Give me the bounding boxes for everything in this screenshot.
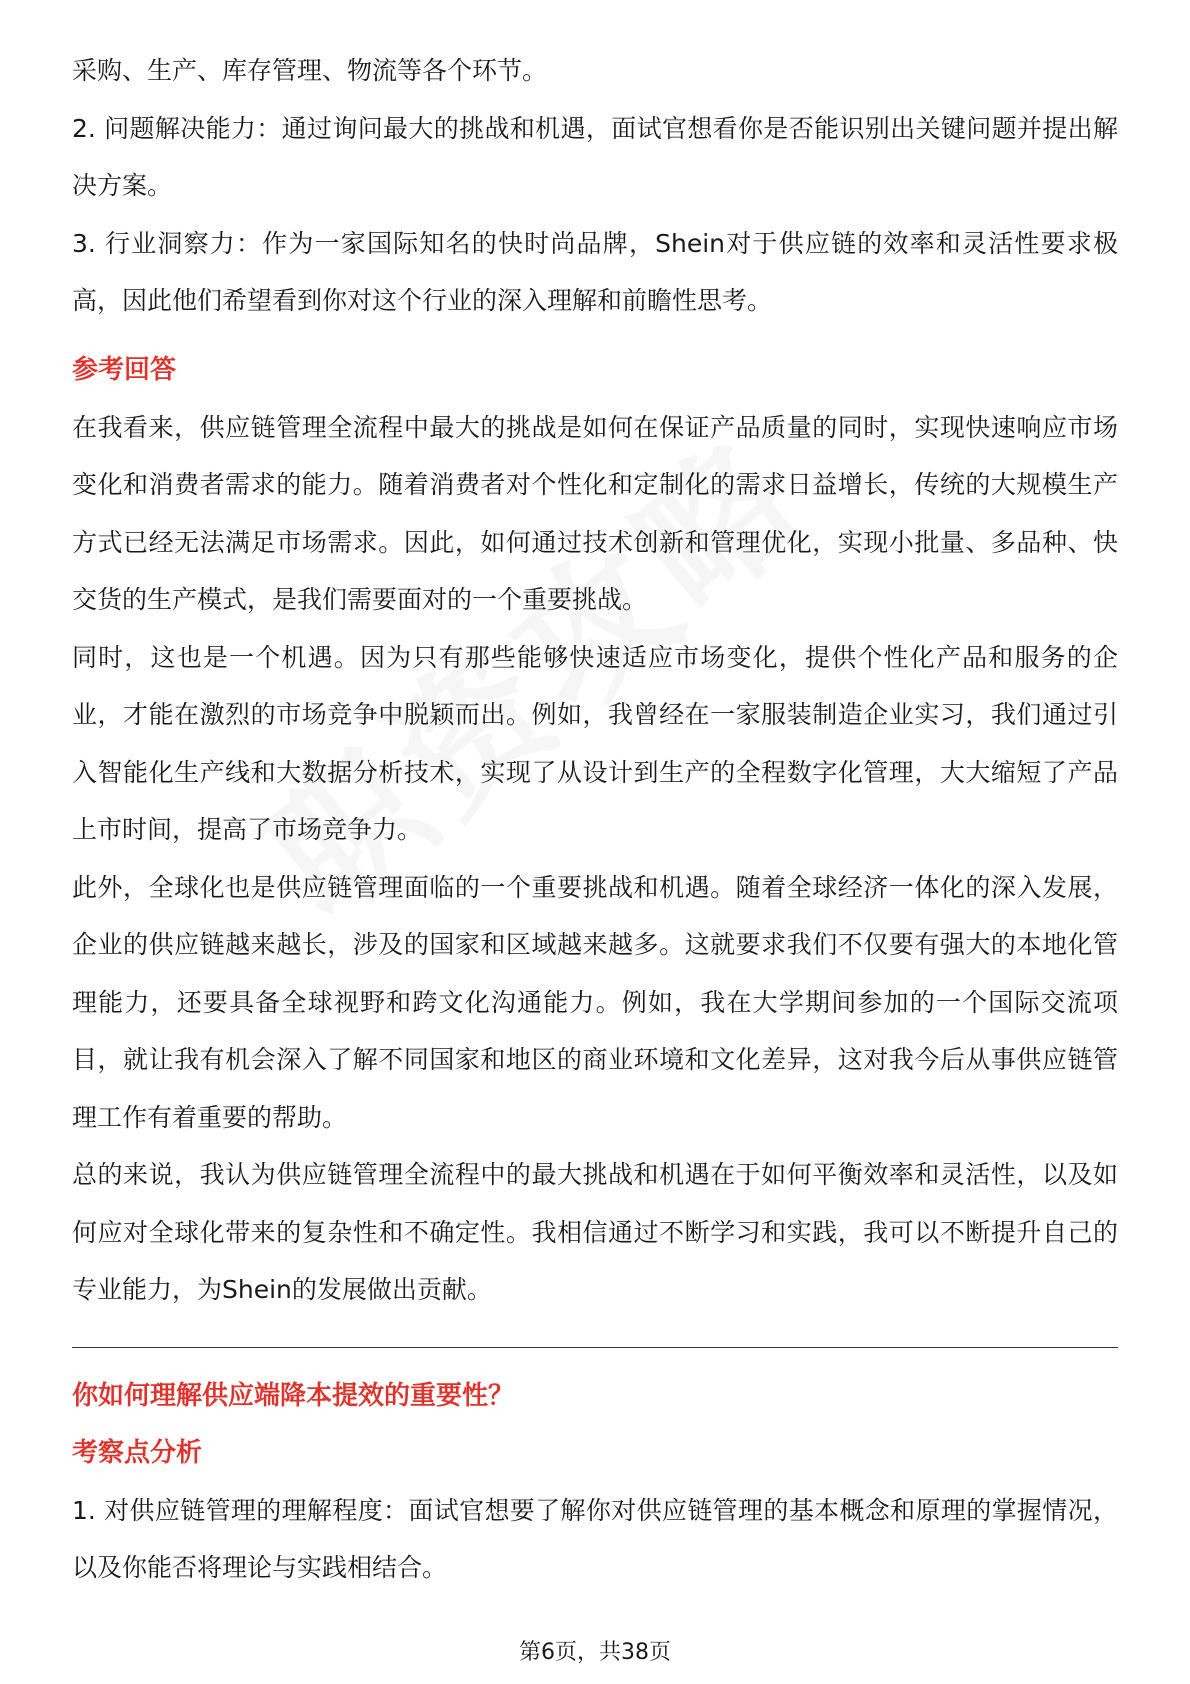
analysis-paragraph-1: 1. 对供应链管理的理解程度：面试官想要了解你对供应链管理的基本概念和原理的掌握情况，以及你能否将理论与实践相结合。	[72, 1495, 1118, 1582]
analysis-heading: 考察点分析	[72, 1437, 203, 1468]
paragraph-top-1: 采购、生产、库存管理、物流等各个环节。	[72, 56, 548, 85]
section-divider	[72, 1347, 1118, 1348]
answer-paragraph-2: 同时，这也是一个机遇。因为只有那些能够快速适应市场变化，提供个性化产品和服务的企业，才能在激烈的市场竞争中脱颖而出。例如，我曾经在一家服装制造企业实习，我们通过引入智能化生产线和大数据分析技术，实现了从设计到生产的全程数字化管理，大大缩短了产品上市时间，提高了市场竞争力。	[72, 642, 1118, 844]
page-content	[72, 42, 1118, 1597]
answer-paragraph-1: 在我看来，供应链管理全流程中最大的挑战是如何在保证产品质量的同时，实现快速响应市场变化和消费者需求的能力。随着消费者对个性化和定制化的需求日益增长，传统的大规模生产方式已经无法满足市场需求。因此，如何通过技术创新和管理优化，实现小批量、多品种、快交货的生产模式，是我们需要面对的一个重要挑战。	[72, 412, 1118, 614]
paragraph-top-3: 3. 行业洞察力：作为一家国际知名的快时尚品牌，Shein对于供应链的效率和灵活性要求极高，因此他们希望看到你对这个行业的深入理解和前瞻性思考。	[72, 228, 1118, 315]
answer-paragraph-4: 总的来说，我认为供应链管理全流程中的最大挑战和机遇在于如何平衡效率和灵活性，以及如何应对全球化带来的复杂性和不确定性。我相信通过不断学习和实践，我可以不断提升自己的专业能力，为Shein的发展做出贡献。	[72, 1160, 1118, 1304]
answer-heading: 参考回答	[72, 354, 177, 385]
page-number-footer: 第6页，共38页	[519, 1640, 671, 1665]
paragraph-top-2: 2. 问题解决能力：通过询问最大的挑战和机遇，面试官想看你是否能识别出关键问题并提出解决方案。	[72, 113, 1118, 200]
answer-paragraph-3: 此外，全球化也是供应链管理面临的一个重要挑战和机遇。随着全球经济一体化的深入发展，企业的供应链越来越长，涉及的国家和区域越来越多。这就要求我们不仅要有强大的本地化管理能力，还要具备全球视野和跨文化沟通能力。例如，我在大学期间参加的一个国际交流项目，就让我有机会深入了解不同国家和地区的商业环境和文化差异，这对我今后从事供应链管理工作有着重要的帮助。	[72, 872, 1118, 1132]
question-title: 你如何理解供应端降本提效的重要性？	[72, 1380, 515, 1411]
